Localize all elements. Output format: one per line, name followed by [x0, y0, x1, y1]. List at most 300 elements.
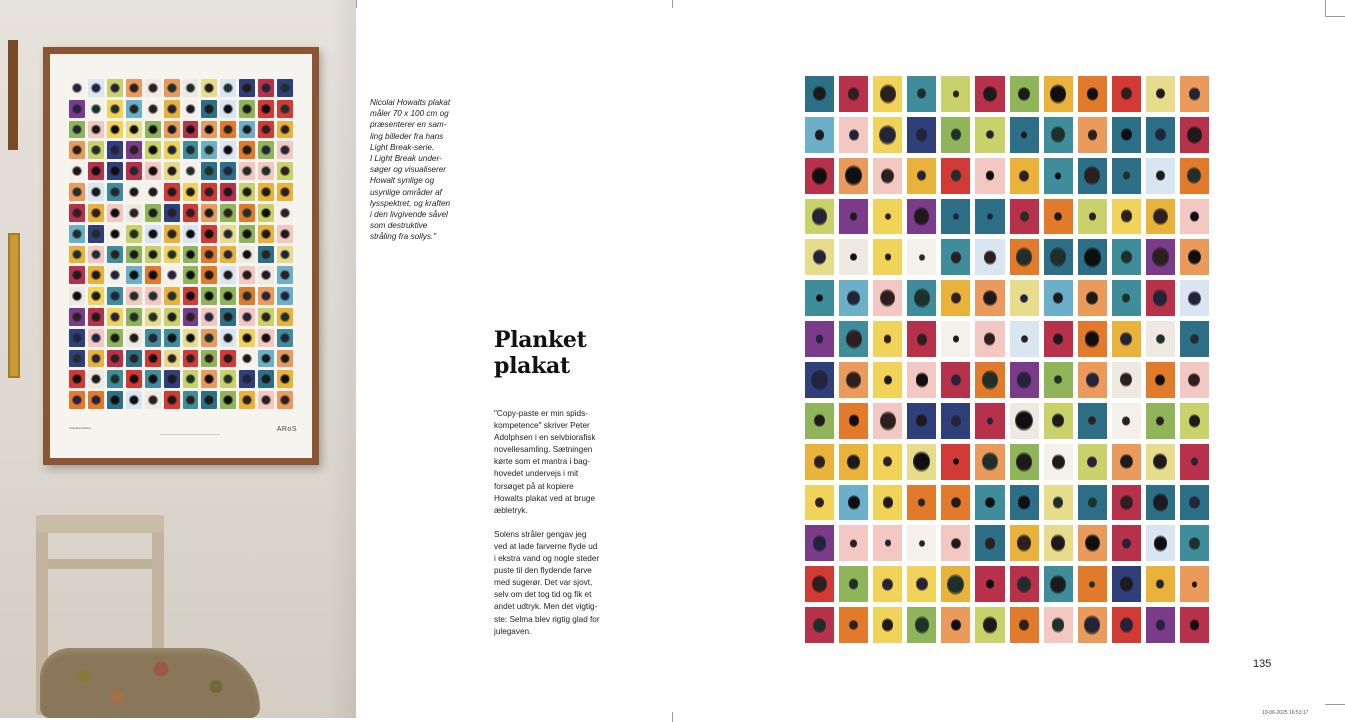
print-swatch	[975, 117, 1004, 153]
print-swatch	[1112, 321, 1141, 357]
print-blot	[1088, 129, 1097, 140]
poster-swatch	[201, 121, 217, 139]
print-swatch	[1010, 362, 1039, 398]
print-swatch	[839, 76, 868, 112]
print-blot	[812, 207, 828, 226]
poster-swatch	[164, 162, 180, 180]
print-swatch	[873, 199, 902, 235]
print-swatch	[1146, 444, 1175, 480]
poster-swatch	[69, 183, 85, 201]
print-blot	[1084, 247, 1101, 268]
article-headline	[494, 327, 586, 379]
poster-swatch	[220, 100, 236, 118]
poster-swatch	[69, 225, 85, 243]
print-blot	[953, 213, 959, 221]
print-swatch	[873, 525, 902, 561]
print-blot	[846, 371, 861, 390]
print-swatch	[907, 403, 936, 439]
poster-swatch	[201, 225, 217, 243]
print-swatch	[1112, 525, 1141, 561]
poster-swatch	[164, 225, 180, 243]
poster-swatch	[88, 329, 104, 347]
poster-swatch	[126, 121, 142, 139]
interior-photo	[0, 0, 356, 718]
print-swatch	[1112, 117, 1141, 153]
print-blot	[1089, 212, 1096, 220]
print-swatch	[839, 239, 868, 275]
print-swatch	[805, 444, 834, 480]
print-blot	[953, 90, 960, 98]
poster-swatch	[107, 79, 123, 97]
print-swatch	[975, 280, 1004, 316]
print-blot	[880, 84, 896, 104]
poster-swatch	[88, 225, 104, 243]
poster-swatch	[126, 308, 142, 326]
poster-swatch	[69, 79, 85, 97]
print-swatch	[873, 444, 902, 480]
print-swatch	[907, 566, 936, 602]
print-swatch	[1180, 321, 1209, 357]
poster-swatch	[277, 141, 293, 159]
print-swatch	[873, 403, 902, 439]
poster-swatch	[145, 308, 161, 326]
print-swatch	[839, 525, 868, 561]
poster-swatch	[277, 100, 293, 118]
poster-swatch	[258, 183, 274, 201]
print-swatch	[907, 485, 936, 521]
print-blot	[847, 290, 860, 306]
poster-swatch	[258, 225, 274, 243]
print-blot	[983, 616, 997, 633]
print-blot	[1052, 617, 1065, 632]
print-blot	[849, 129, 859, 141]
print-blot	[986, 579, 994, 589]
print-swatch	[1112, 362, 1141, 398]
poster-swatch	[201, 391, 217, 409]
print-blot	[1121, 209, 1132, 223]
print-blot	[1154, 535, 1168, 552]
poster-swatch	[126, 183, 142, 201]
poster-swatch	[239, 266, 255, 284]
print-blot	[1120, 576, 1133, 592]
print-blot	[1088, 497, 1097, 508]
print-swatch	[907, 525, 936, 561]
print-blot	[947, 574, 964, 595]
print-blot	[1018, 495, 1030, 509]
print-blot	[951, 251, 961, 264]
chair-seat	[40, 648, 260, 718]
print-swatch	[1180, 525, 1209, 561]
print-swatch	[941, 239, 970, 275]
print-swatch	[1010, 280, 1039, 316]
poster-swatch	[107, 141, 123, 159]
print-blot	[884, 334, 892, 343]
poster-swatch	[239, 79, 255, 97]
print-swatch	[941, 607, 970, 643]
print-blot	[919, 540, 925, 547]
poster-swatch	[183, 204, 199, 222]
poster-signature	[160, 422, 220, 435]
poster-swatch	[220, 350, 236, 368]
poster-swatch	[201, 246, 217, 264]
print-blot	[1189, 87, 1200, 100]
poster-swatch	[88, 287, 104, 305]
print-swatch	[1078, 199, 1107, 235]
print-swatch	[839, 403, 868, 439]
print-blot	[1020, 294, 1028, 303]
print-swatch	[873, 607, 902, 643]
print-blot	[1122, 293, 1130, 303]
poster-caption: Kunsthal Aarhus	[69, 426, 91, 430]
poster-swatch	[183, 329, 199, 347]
poster-swatch	[239, 370, 255, 388]
poster-swatch	[88, 204, 104, 222]
poster-swatch	[107, 329, 123, 347]
print-blot	[1051, 126, 1065, 143]
print-swatch	[1010, 485, 1039, 521]
crop-mark-bottom-right	[1325, 704, 1345, 705]
poster-swatch	[69, 287, 85, 305]
poster-swatch	[201, 329, 217, 347]
print-swatch	[1078, 444, 1107, 480]
print-swatch	[1112, 280, 1141, 316]
picture-frame-edge-gold	[8, 233, 20, 378]
print-blot	[849, 620, 858, 631]
poster-swatch	[258, 121, 274, 139]
poster-swatch	[126, 162, 142, 180]
print-swatch	[975, 158, 1004, 194]
print-blot	[987, 417, 993, 425]
print-blot	[1191, 457, 1198, 466]
poster-swatch	[258, 329, 274, 347]
poster-swatch	[88, 121, 104, 139]
print-swatch	[941, 199, 970, 235]
print-blot	[916, 372, 929, 387]
print-blot	[1156, 88, 1165, 99]
poster-swatch	[164, 266, 180, 284]
print-swatch	[1146, 607, 1175, 643]
print-blot	[951, 169, 961, 182]
print-blot	[847, 454, 860, 470]
poster-swatch	[183, 79, 199, 97]
print-blot	[812, 575, 827, 593]
print-swatch	[873, 566, 902, 602]
poster-swatch	[239, 225, 255, 243]
poster-swatch	[183, 141, 199, 159]
print-swatch	[941, 362, 970, 398]
poster-swatch	[239, 391, 255, 409]
print-swatch	[1180, 239, 1209, 275]
poster-swatch	[69, 204, 85, 222]
poster-swatch	[164, 350, 180, 368]
print-blot	[1123, 171, 1130, 180]
print-blot	[951, 128, 961, 141]
print-swatch	[1180, 485, 1209, 521]
poster-swatch	[88, 350, 104, 368]
print-blot	[951, 374, 961, 386]
headline-line-2: plakat	[494, 353, 570, 379]
print-blot	[1120, 495, 1133, 511]
print-swatch	[1010, 444, 1039, 480]
poster-swatch	[220, 204, 236, 222]
poster-swatch	[183, 225, 199, 243]
print-blot	[1088, 416, 1096, 425]
poster-paper	[50, 54, 312, 458]
print-swatch	[975, 239, 1004, 275]
print-blot	[812, 167, 827, 185]
print-blot	[1050, 84, 1067, 104]
poster-swatch	[239, 204, 255, 222]
poster-logo: ARoS	[276, 426, 297, 433]
print-swatch	[873, 321, 902, 357]
print-swatch	[1112, 199, 1141, 235]
print-blot	[914, 207, 929, 226]
print-swatch	[873, 239, 902, 275]
print-swatch	[975, 525, 1004, 561]
poster-swatch	[220, 141, 236, 159]
poster-swatch	[258, 162, 274, 180]
print-blot	[1156, 579, 1164, 589]
print-blot	[987, 213, 993, 221]
print-swatch	[1146, 158, 1175, 194]
poster-swatch	[201, 79, 217, 97]
print-blot	[1156, 416, 1164, 426]
poster-swatch	[145, 100, 161, 118]
print-blot	[1052, 454, 1065, 470]
poster-swatch	[183, 350, 199, 368]
poster-swatch	[220, 266, 236, 284]
poster-swatch	[201, 287, 217, 305]
print-blot	[816, 294, 823, 302]
poster-swatch	[69, 100, 85, 118]
poster-swatch	[69, 246, 85, 264]
framed-poster	[43, 47, 319, 465]
print-swatch	[1078, 117, 1107, 153]
poster-swatch	[88, 183, 104, 201]
print-blot	[850, 253, 857, 261]
print-blot	[1156, 334, 1164, 344]
print-blot	[1054, 212, 1062, 221]
print-swatch	[941, 321, 970, 357]
poster-swatch	[126, 350, 142, 368]
poster-swatch	[107, 266, 123, 284]
poster-swatch	[164, 308, 180, 326]
print-blot	[815, 129, 825, 141]
poster-swatch	[183, 266, 199, 284]
poster-swatch	[201, 350, 217, 368]
poster-swatch	[164, 183, 180, 201]
print-blot	[1087, 456, 1097, 468]
print-swatch	[907, 158, 936, 194]
poster-swatch	[277, 350, 293, 368]
print-swatch	[873, 280, 902, 316]
print-blot	[1053, 292, 1062, 303]
print-blot	[1086, 291, 1098, 305]
poster-swatch	[164, 287, 180, 305]
print-swatch	[1010, 607, 1039, 643]
poster-swatch	[183, 287, 199, 305]
print-swatch	[839, 117, 868, 153]
print-blot	[916, 128, 927, 142]
poster-swatch	[258, 391, 274, 409]
print-swatch	[805, 117, 834, 153]
poster-swatch	[201, 308, 217, 326]
print-swatch	[1078, 76, 1107, 112]
print-swatch	[941, 117, 970, 153]
print-blot	[816, 334, 824, 344]
poster-swatch	[220, 308, 236, 326]
print-swatch	[1044, 525, 1073, 561]
print-swatch	[1078, 485, 1107, 521]
print-swatch	[1078, 321, 1107, 357]
poster-swatch	[164, 391, 180, 409]
print-swatch	[1180, 566, 1209, 602]
poster-swatch	[220, 370, 236, 388]
print-swatch	[839, 444, 868, 480]
print-swatch	[873, 158, 902, 194]
print-swatch	[1078, 525, 1107, 561]
poster-swatch	[69, 162, 85, 180]
print-blot	[849, 578, 859, 590]
print-blot	[1155, 374, 1165, 387]
print-swatch	[975, 403, 1004, 439]
poster-swatch	[145, 183, 161, 201]
poster-swatch	[239, 183, 255, 201]
poster-swatch	[258, 308, 274, 326]
print-swatch	[873, 76, 902, 112]
poster-swatch	[164, 370, 180, 388]
print-swatch	[1044, 566, 1073, 602]
poster-swatch	[69, 121, 85, 139]
poster-swatch	[277, 121, 293, 139]
print-blot	[1153, 289, 1167, 307]
print-blot	[1188, 291, 1201, 306]
poster-swatch	[239, 246, 255, 264]
print-swatch	[1146, 321, 1175, 357]
body-paragraph-2: Solens stråler gengav jeg ved at lade farverne flyde ud i ekstra vand og nogle steder puste til den flydende farve med sugerør. Det var sjovt, selv om det tog tid og fik et andet udtryk. Men det vigtig- ste: Selma blev rigtig glad for julegaven.	[494, 529, 600, 636]
poster-swatch	[277, 308, 293, 326]
poster-swatch	[164, 329, 180, 347]
print-blot	[814, 414, 824, 427]
poster-swatch	[88, 370, 104, 388]
print-swatch	[1180, 158, 1209, 194]
print-blot	[1015, 410, 1032, 431]
print-blot	[1017, 534, 1032, 552]
print-blot	[986, 170, 995, 181]
article-body	[494, 408, 619, 650]
print-swatch	[975, 566, 1004, 602]
poster-swatch	[126, 225, 142, 243]
print-blot	[815, 497, 824, 508]
print-blot	[1084, 615, 1100, 635]
print-swatch	[907, 239, 936, 275]
print-blot	[1121, 250, 1132, 264]
poster-swatch	[126, 246, 142, 264]
print-blot	[1053, 333, 1063, 346]
print-swatch	[1146, 485, 1175, 521]
poster-swatch	[239, 308, 255, 326]
print-blot	[1156, 170, 1165, 181]
print-swatch	[1044, 117, 1073, 153]
print-swatch	[1180, 199, 1209, 235]
print-blot	[1187, 167, 1201, 184]
print-blot	[1188, 249, 1201, 265]
poster-swatch	[239, 141, 255, 159]
print-swatch	[1112, 566, 1141, 602]
photo-caption: Nicolai Howalts plakat måler 70 x 100 cm og præsenterer en sam- ling billeder fra hans Light Break-serie. I Light Break under- søger og visualiserer Howalt synlige og usynlige områder af lysspektret, og kraften i den livgivende såvel som destruktive stråling fra sollys."	[370, 98, 451, 242]
print-blot	[951, 415, 961, 427]
print-blot	[1188, 373, 1200, 388]
print-blot	[1189, 537, 1199, 550]
print-swatch	[805, 158, 834, 194]
print-blot	[953, 335, 959, 343]
print-swatch	[1180, 607, 1209, 643]
print-blot	[1050, 575, 1065, 594]
print-blot	[1021, 335, 1028, 344]
print-blot	[1019, 619, 1029, 631]
print-blot	[846, 329, 862, 349]
print-swatch	[1044, 280, 1073, 316]
poster-swatch	[239, 350, 255, 368]
print-swatch	[1010, 566, 1039, 602]
print-blot	[1020, 211, 1029, 222]
poster-swatch	[258, 266, 274, 284]
print-swatch	[1044, 403, 1073, 439]
poster-swatch	[258, 141, 274, 159]
poster-swatch	[277, 204, 293, 222]
poster-swatch	[126, 204, 142, 222]
poster-swatch	[201, 370, 217, 388]
print-swatch	[1146, 76, 1175, 112]
poster-swatch	[164, 141, 180, 159]
poster-swatch	[183, 370, 199, 388]
poster-swatch	[164, 100, 180, 118]
print-blot	[1052, 413, 1064, 428]
poster-swatch	[239, 100, 255, 118]
print-swatch	[805, 239, 834, 275]
print-blot	[1017, 576, 1031, 593]
print-blot	[984, 332, 995, 346]
print-blot	[848, 495, 860, 510]
print-swatch	[839, 362, 868, 398]
print-swatch	[805, 199, 834, 235]
print-swatch	[1180, 117, 1209, 153]
print-swatch	[1010, 158, 1039, 194]
print-blot	[951, 619, 960, 630]
poster-swatch	[145, 287, 161, 305]
poster-swatch	[69, 350, 85, 368]
print-blot	[1017, 371, 1031, 388]
print-swatch	[941, 485, 970, 521]
print-swatch	[1146, 525, 1175, 561]
poster-swatch	[183, 100, 199, 118]
poster-swatch	[277, 266, 293, 284]
poster-swatch	[277, 225, 293, 243]
poster-swatch	[201, 141, 217, 159]
print-swatch	[941, 444, 970, 480]
crop-mark-top-right	[1325, 0, 1326, 16]
print-swatch	[1146, 280, 1175, 316]
chair-top-rail	[36, 515, 164, 533]
print-swatch	[1010, 239, 1039, 275]
poster-swatch	[220, 287, 236, 305]
poster-swatch	[126, 329, 142, 347]
print-swatch	[1044, 76, 1073, 112]
print-blot	[985, 537, 996, 550]
body-paragraph-1: "Copy-paste er min spids- kompetence" skriver Peter Adolphsen i en selvbiorafisk novellesamling. Sætningen kørte som et mantra i bag- hovedet undervejs i mit forsøget på at kopiere Howalts plakat ved at bruge æbletryk.	[494, 409, 596, 515]
print-blot	[982, 452, 997, 471]
poster-swatch	[145, 204, 161, 222]
